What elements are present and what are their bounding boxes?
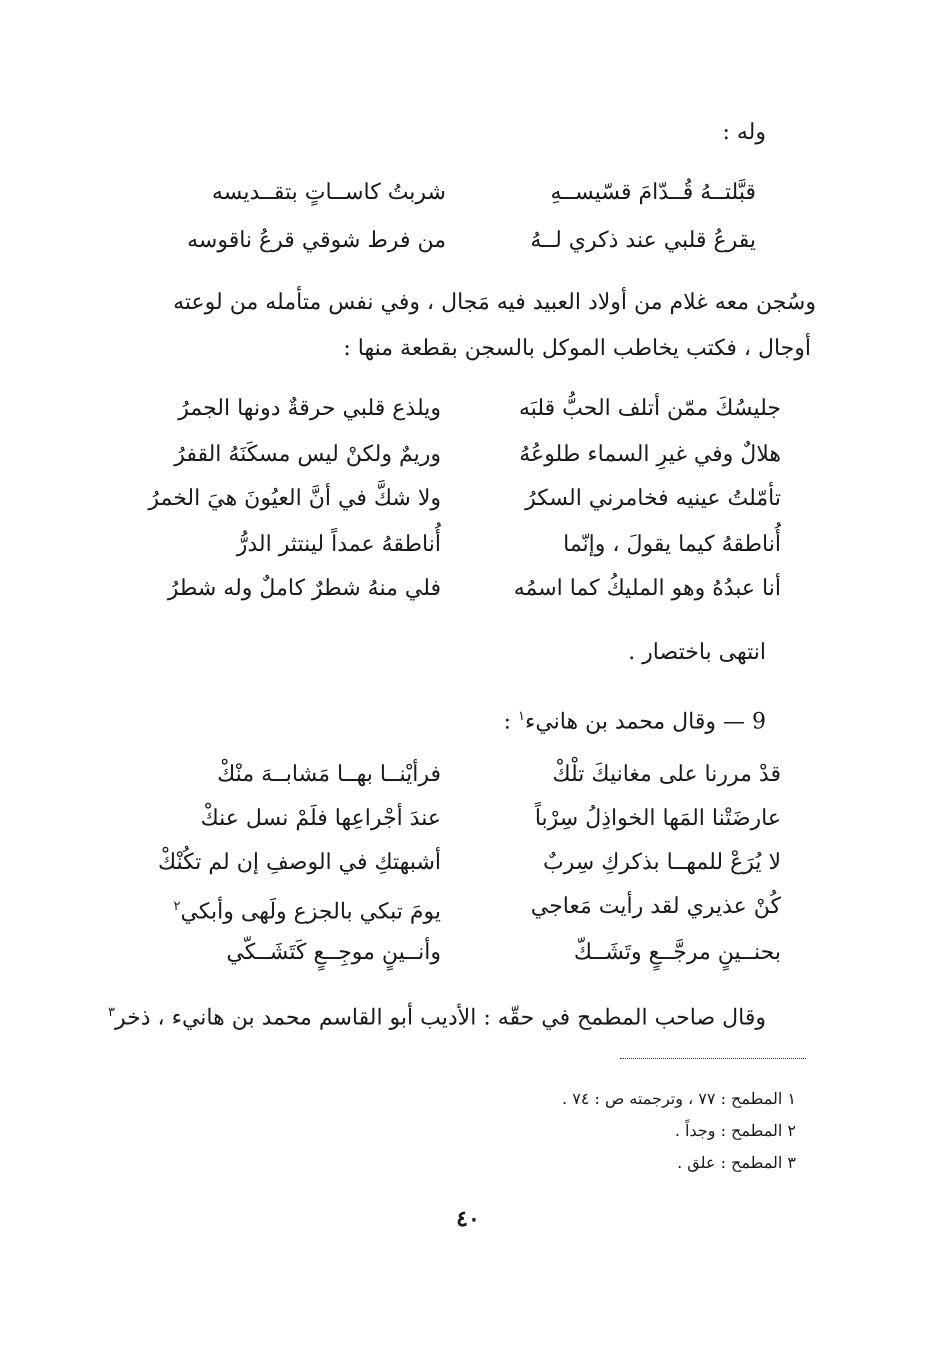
section-heading-colon: :: [503, 709, 518, 735]
prose-text: وقال صاحب المطمح في حقّه : الأديب أبو القاسم محمد بن هانيء ، ذخر: [115, 1005, 766, 1031]
verse-hemistich-left: أُناطقهُ عمداً لينتثر الدرُّ: [236, 532, 441, 557]
footnote-divider: [620, 1058, 806, 1059]
footnote-ref: ٢: [173, 899, 181, 914]
verse-hemistich-left: ويلذع قلبي حرقةٌ دونها الجمرُ: [178, 396, 441, 421]
section-heading: [504, 702, 766, 737]
footnote: ٢ المطمح : وجداً .: [674, 1121, 796, 1140]
end-note: انتهى باختصار .: [628, 640, 766, 665]
prose-line: أوجال ، فكتب يخاطب الموكل بالسجن بقطعة منها :: [343, 336, 811, 361]
verse-hemistich-right: قبَّلتــهُ قُــدّامَ قسّيســهِ: [550, 180, 756, 205]
verse-hemistich-right: كُنْ عذيري لقد رأيت مَعاجي: [530, 894, 781, 919]
intro-line: وله :: [722, 120, 766, 145]
verse-hemistich-right: جليسُكَ ممّن أتلف الحبُّ قلبَه: [518, 396, 781, 421]
verse-hemistich-left: ولا شكَّ في أنَّ العيُونَ هيَ الخمرُ: [148, 486, 441, 511]
section-heading-text: 9 — وقال محمد بن هانيء: [524, 709, 766, 735]
footnote: ٣ المطمح : علق .: [677, 1153, 796, 1172]
verse-hemistich-right: تأمّلتُ عينيه فخامرني السكرُ: [525, 486, 781, 511]
prose-line: وسُجن معه غلام من أولاد العبيد فيه مَجال ، وفي نفس متأمله من لوعته: [173, 290, 816, 315]
verse-hemistich-left: وريمٌ ولكنْ ليس مسكَنَهُ القفرُ: [174, 442, 441, 467]
verse-hemistich-right: هلالٌ وفي غيرِ السماء طلوعُهُ: [519, 442, 781, 467]
verse-hemistich-right: أُناطقهُ كيما يقولَ ، وإنّما: [563, 532, 781, 557]
verse-hemistich-left: أشبهتكِ في الوصفِ إن لم تكُنْكْ: [157, 850, 441, 875]
footnote-ref: ١: [517, 709, 525, 724]
footnote-ref: ٣: [108, 1005, 115, 1020]
verse-hemistich-left: وأنــينٍ موجِــعٍ كَتَشَــكّي: [226, 940, 441, 965]
verse-hemistich-right: يقرعُ قلبي عند ذكري لــهُ: [530, 228, 756, 253]
footnote: ١ المطمح : ٧٧ ، وترجمته ص : ٧٤ .: [562, 1089, 796, 1108]
verse-hemistich-left: من فرط شوقي قرعُ ناقوسه: [187, 228, 446, 253]
verse-hemistich-left: شربتُ كاســاتٍ بتقــديسه: [211, 180, 446, 205]
verse-hemistich-left: فرأيْنــا بهــا مَشابــهَ منْكْ: [217, 762, 441, 787]
prose-line: [108, 998, 766, 1033]
verse-hemistich-left: [101, 892, 441, 927]
verse-hemistich-right: أنا عبدُهُ وهو المليكُ كما اسمُه: [513, 576, 781, 601]
verse-hemistich-right: قدْ مررنا على مغانيكَ تلْكْ: [552, 762, 781, 787]
verse-text: يومَ تبكي بالجزع ولَهى وأبكي: [180, 899, 441, 925]
verse-hemistich-right: عارضَتْنا المَها الخواذِلُ سِرْباً: [534, 806, 781, 831]
page-number: ٤٠: [456, 1206, 480, 1232]
verse-hemistich-right: بحنــينٍ مرجَّــعٍ وتَشَــكّ: [573, 940, 781, 965]
verse-hemistich-right: لا يُرَعْ للمهــا بذكركِ سِربٌ: [542, 850, 781, 875]
verse-hemistich-left: فلي منهُ شطرٌ كاملٌ وله شطرُ: [167, 576, 441, 601]
verse-hemistich-left: عندَ أجْراعِها فلَمْ نسل عنكْ: [200, 806, 441, 831]
